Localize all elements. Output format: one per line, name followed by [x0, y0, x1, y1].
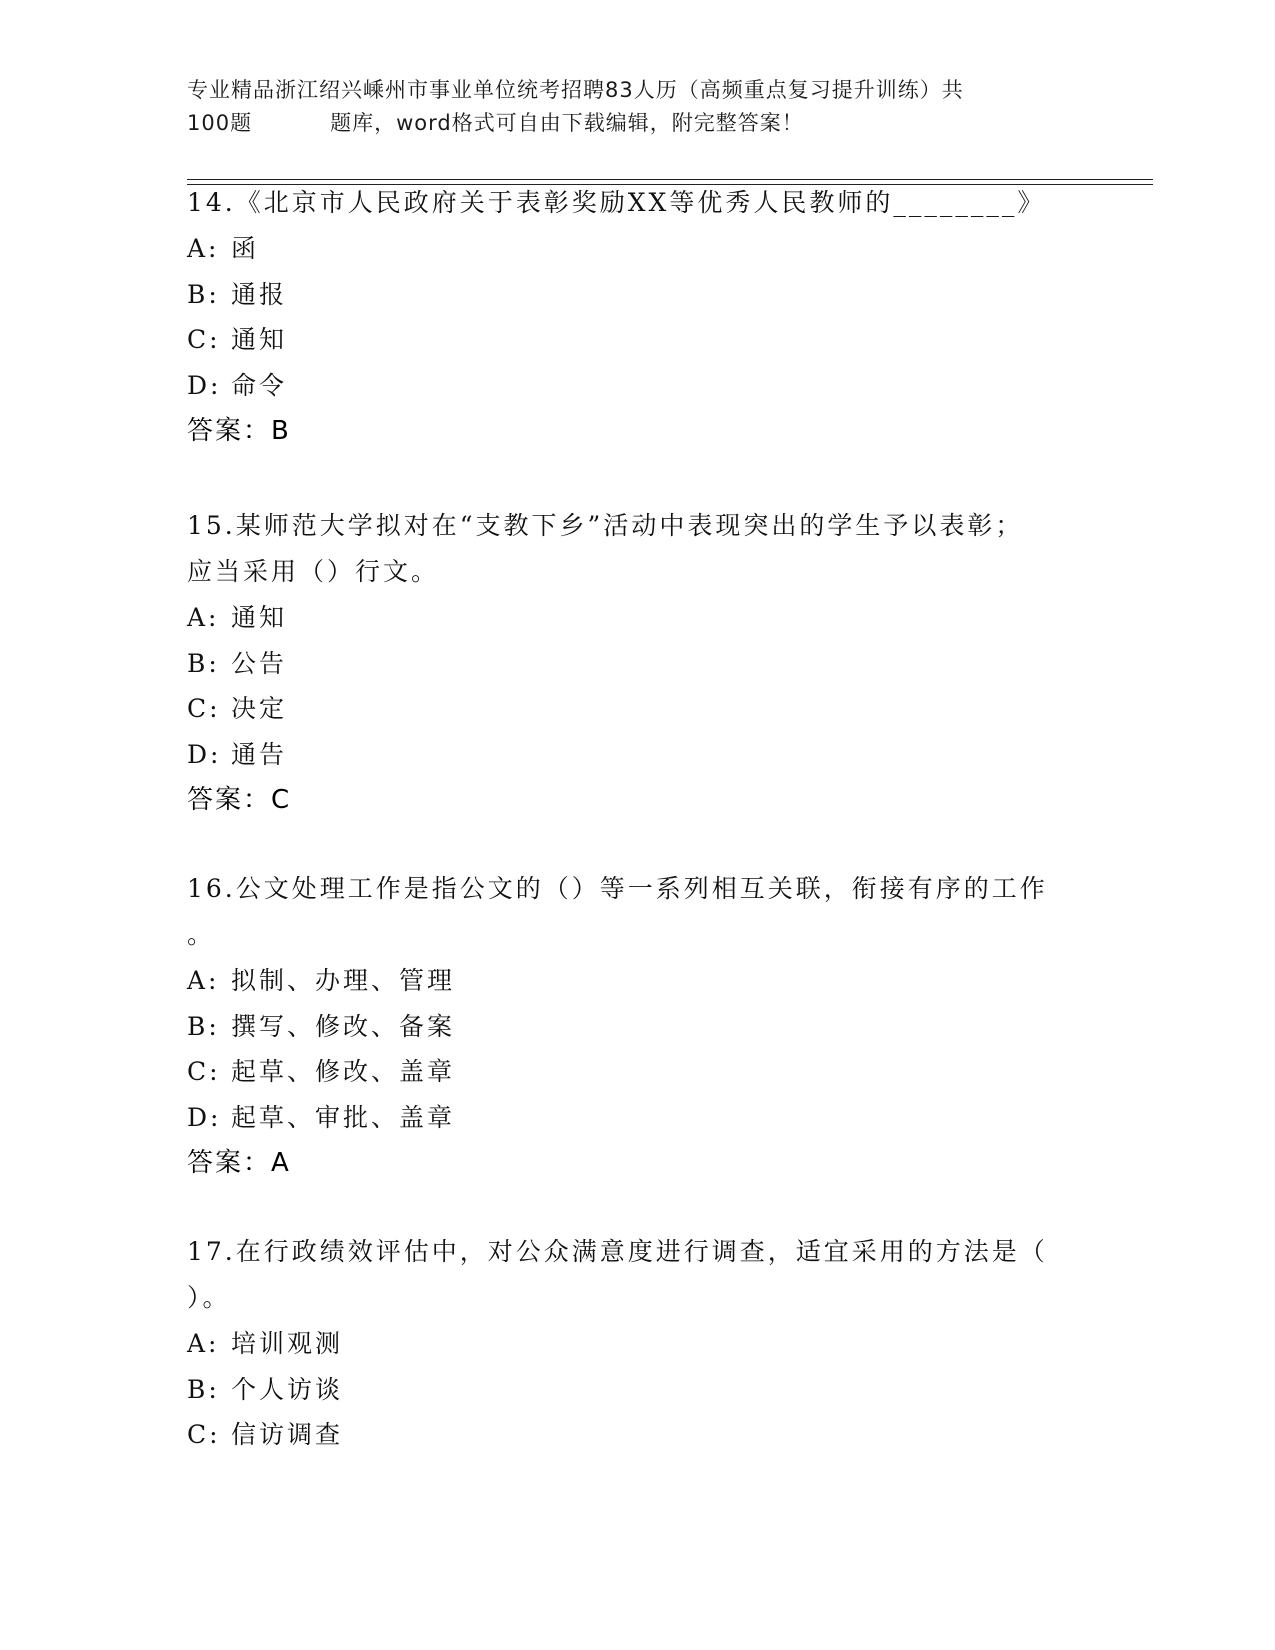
- option-key: D:: [187, 370, 222, 400]
- question-15: [187, 503, 1087, 823]
- option-key: D:: [187, 739, 222, 769]
- option-key: C:: [187, 325, 221, 354]
- option-a: [187, 595, 1087, 641]
- option-key: A:: [187, 603, 220, 632]
- option-b: [187, 1367, 1087, 1413]
- question-stem-line-2: 应当采用（）行文。: [187, 557, 440, 586]
- header-question-count: 100题: [187, 111, 253, 135]
- option-key: B:: [187, 1374, 220, 1404]
- option-text: 通知: [231, 603, 288, 632]
- option-c: [187, 317, 1087, 363]
- option-text: 拟制、办理、管理: [231, 966, 456, 995]
- question-stem-line-2: 。: [187, 920, 216, 949]
- option-text: 公告: [231, 648, 288, 678]
- answer: 答案：A: [187, 1148, 291, 1178]
- option-a: [187, 958, 1087, 1004]
- option-key: A:: [187, 966, 220, 995]
- option-key: B:: [187, 648, 220, 678]
- question-14: [187, 180, 1087, 454]
- question-16: [187, 866, 1087, 1186]
- question-stem-line-1: 17.在行政绩效评估中，对公众满意度进行调查，适宜采用的方法是（: [187, 1237, 1048, 1266]
- option-c: [187, 686, 1087, 732]
- header-description: 题库，word格式可自由下载编辑，附完整答案！: [330, 111, 804, 135]
- option-d: [187, 1095, 1087, 1141]
- option-key: B:: [187, 279, 220, 309]
- answer: 答案：C: [187, 785, 292, 815]
- option-b: [187, 641, 1087, 687]
- option-c: [187, 1412, 1087, 1458]
- question-stem-line-1: 15.某师范大学拟对在“支教下乡”活动中表现突出的学生予以表彰；: [187, 511, 1024, 540]
- option-text: 信访调查: [231, 1420, 344, 1449]
- option-text: 起草、审批、盖章: [231, 1102, 456, 1132]
- option-text: 起草、修改、盖章: [231, 1057, 456, 1086]
- option-text: 通报: [231, 279, 288, 309]
- option-key: A:: [187, 234, 220, 263]
- option-key: C:: [187, 694, 221, 723]
- option-key: D:: [187, 1102, 222, 1132]
- option-b: [187, 272, 1087, 318]
- option-b: [187, 1004, 1087, 1050]
- option-key: A:: [187, 1329, 220, 1358]
- option-text: 个人访谈: [231, 1374, 344, 1404]
- header-subtitle-line: [187, 107, 1087, 140]
- option-key: C:: [187, 1057, 221, 1086]
- option-key: C:: [187, 1420, 221, 1449]
- option-a: [187, 226, 1087, 272]
- question-17: [187, 1229, 1087, 1458]
- question-stem-line-1: 16.公文处理工作是指公文的（）等一系列相互关联，衔接有序的工作: [187, 874, 1048, 903]
- option-d: [187, 363, 1087, 409]
- option-text: 决定: [231, 694, 288, 723]
- question-stem-line-2: ）。: [187, 1283, 231, 1312]
- document-header: [187, 74, 1087, 140]
- option-c: [187, 1049, 1087, 1095]
- option-text: 撰写、修改、备案: [231, 1011, 456, 1041]
- option-text: 通知: [231, 325, 288, 354]
- option-text: 通告: [231, 739, 288, 769]
- option-text: 培训观测: [231, 1329, 344, 1358]
- option-key: B:: [187, 1011, 220, 1041]
- answer: 答案：B: [187, 416, 291, 446]
- option-d: [187, 732, 1087, 778]
- option-a: [187, 1321, 1087, 1367]
- question-stem: 14.《北京市人民政府关于表彰奖励XX等优秀人民教师的________》: [187, 188, 1046, 217]
- option-text: 函: [231, 234, 260, 263]
- header-title-line: 专业精品浙江绍兴嵊州市事业单位统考招聘83人历（高频重点复习提升训练）共: [187, 78, 964, 102]
- option-text: 命令: [231, 370, 288, 400]
